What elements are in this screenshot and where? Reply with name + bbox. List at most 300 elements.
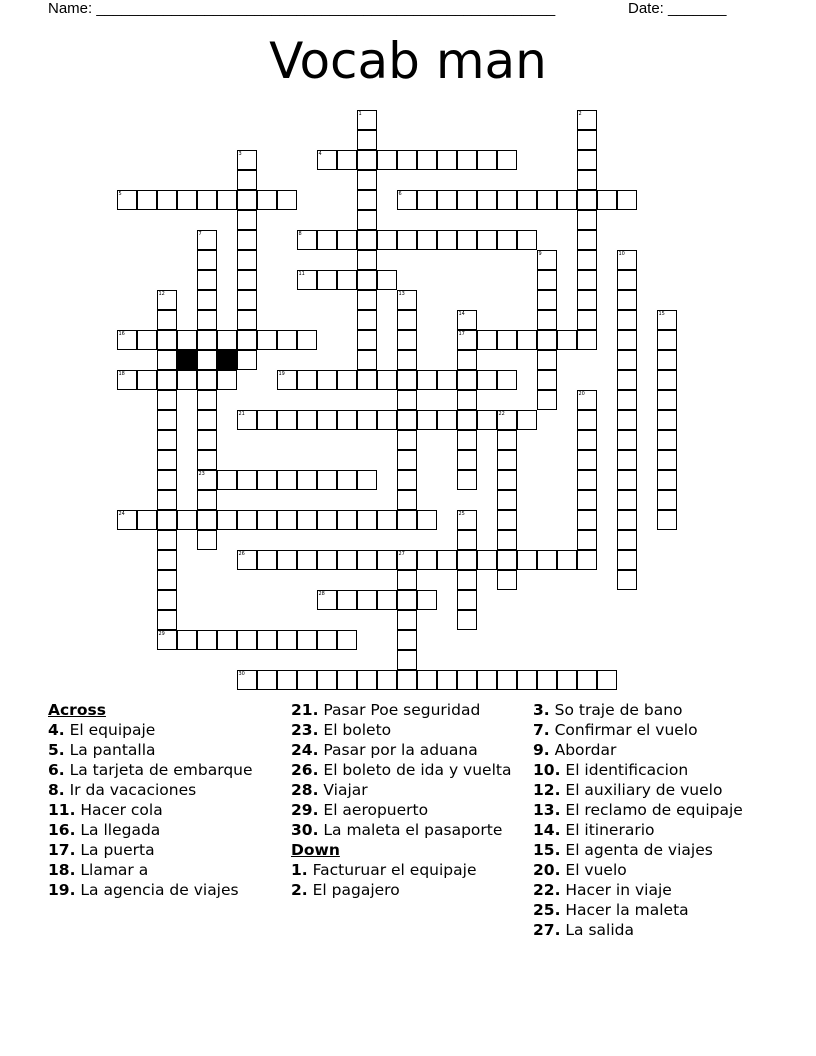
grid-cell[interactable]	[477, 190, 497, 210]
grid-cell[interactable]	[237, 630, 257, 650]
grid-cell[interactable]	[357, 290, 377, 310]
grid-cell[interactable]	[437, 410, 457, 430]
grid-cell[interactable]	[157, 510, 177, 530]
grid-cell[interactable]	[597, 670, 617, 690]
grid-cell[interactable]	[297, 270, 317, 290]
grid-cell[interactable]	[277, 330, 297, 350]
grid-cell[interactable]	[497, 550, 517, 570]
grid-cell[interactable]	[457, 350, 477, 370]
grid-cell[interactable]	[297, 550, 317, 570]
grid-cell[interactable]	[257, 670, 277, 690]
grid-cell[interactable]	[537, 290, 557, 310]
grid-cell[interactable]	[157, 370, 177, 390]
grid-cell[interactable]	[237, 330, 257, 350]
grid-cell[interactable]	[497, 490, 517, 510]
grid-cell[interactable]	[117, 190, 137, 210]
grid-cell[interactable]	[397, 570, 417, 590]
grid-cell[interactable]	[657, 410, 677, 430]
grid-cell[interactable]	[617, 350, 637, 370]
grid-cell[interactable]	[157, 390, 177, 410]
grid-cell[interactable]	[197, 530, 217, 550]
grid-cell[interactable]	[437, 550, 457, 570]
grid-cell[interactable]	[277, 370, 297, 390]
grid-cell[interactable]	[377, 230, 397, 250]
grid-cell[interactable]	[197, 510, 217, 530]
grid-cell[interactable]	[577, 430, 597, 450]
grid-cell[interactable]	[157, 570, 177, 590]
grid-cell[interactable]	[457, 510, 477, 530]
grid-cell[interactable]	[537, 250, 557, 270]
grid-cell[interactable]	[257, 630, 277, 650]
grid-cell[interactable]	[497, 510, 517, 530]
grid-cell[interactable]	[397, 590, 417, 610]
grid-cell[interactable]	[617, 450, 637, 470]
grid-cell[interactable]	[417, 510, 437, 530]
grid-cell[interactable]	[177, 630, 197, 650]
grid-cell[interactable]	[357, 270, 377, 290]
grid-cell[interactable]	[617, 390, 637, 410]
grid-cell[interactable]	[477, 670, 497, 690]
grid-cell[interactable]	[157, 430, 177, 450]
grid-cell[interactable]	[657, 390, 677, 410]
grid-cell[interactable]	[497, 570, 517, 590]
grid-cell[interactable]	[277, 190, 297, 210]
grid-cell[interactable]	[497, 430, 517, 450]
grid-cell[interactable]	[197, 490, 217, 510]
grid-cell[interactable]	[657, 330, 677, 350]
grid-cell[interactable]	[557, 190, 577, 210]
grid-cell[interactable]	[437, 370, 457, 390]
grid-cell[interactable]	[537, 550, 557, 570]
grid-cell[interactable]	[197, 430, 217, 450]
grid-cell[interactable]	[577, 170, 597, 190]
grid-cell[interactable]	[197, 270, 217, 290]
grid-cell[interactable]	[577, 150, 597, 170]
grid-cell[interactable]	[377, 410, 397, 430]
grid-cell[interactable]	[197, 290, 217, 310]
grid-cell[interactable]	[397, 370, 417, 390]
grid-cell[interactable]	[297, 670, 317, 690]
grid-cell[interactable]	[357, 310, 377, 330]
grid-cell[interactable]	[217, 630, 237, 650]
grid-cell[interactable]	[377, 510, 397, 530]
grid-cell[interactable]	[397, 470, 417, 490]
grid-cell[interactable]	[457, 390, 477, 410]
grid-cell[interactable]	[257, 510, 277, 530]
grid-cell[interactable]	[657, 470, 677, 490]
grid-cell[interactable]	[197, 390, 217, 410]
grid-cell[interactable]	[657, 430, 677, 450]
grid-cell[interactable]	[617, 470, 637, 490]
grid-cell[interactable]	[517, 230, 537, 250]
grid-cell[interactable]	[577, 130, 597, 150]
grid-cell[interactable]	[577, 190, 597, 210]
grid-cell[interactable]	[577, 510, 597, 530]
grid-cell[interactable]	[477, 550, 497, 570]
grid-cell[interactable]	[237, 290, 257, 310]
grid-cell[interactable]	[497, 230, 517, 250]
grid-cell[interactable]	[417, 410, 437, 430]
grid-cell[interactable]	[437, 670, 457, 690]
grid-cell[interactable]	[117, 370, 137, 390]
grid-cell[interactable]	[617, 370, 637, 390]
grid-cell[interactable]	[617, 430, 637, 450]
grid-cell[interactable]	[577, 670, 597, 690]
grid-cell[interactable]	[197, 310, 217, 330]
grid-cell[interactable]	[417, 150, 437, 170]
grid-cell[interactable]	[197, 350, 217, 370]
grid-cell[interactable]	[577, 390, 597, 410]
grid-cell[interactable]	[557, 670, 577, 690]
grid-cell[interactable]	[417, 370, 437, 390]
grid-cell[interactable]	[417, 550, 437, 570]
grid-cell[interactable]	[337, 230, 357, 250]
grid-cell[interactable]	[277, 410, 297, 430]
grid-cell[interactable]	[457, 550, 477, 570]
grid-cell[interactable]	[557, 550, 577, 570]
grid-cell[interactable]	[337, 630, 357, 650]
grid-cell[interactable]	[537, 330, 557, 350]
grid-cell[interactable]	[497, 410, 517, 430]
grid-cell[interactable]	[157, 470, 177, 490]
grid-cell[interactable]	[337, 270, 357, 290]
grid-cell[interactable]	[397, 290, 417, 310]
grid-cell[interactable]	[397, 190, 417, 210]
grid-cell[interactable]	[657, 490, 677, 510]
grid-cell[interactable]	[297, 470, 317, 490]
grid-cell[interactable]	[617, 270, 637, 290]
grid-cell[interactable]	[617, 190, 637, 210]
grid-cell[interactable]	[197, 370, 217, 390]
grid-cell[interactable]	[317, 410, 337, 430]
grid-cell[interactable]	[577, 250, 597, 270]
grid-cell[interactable]	[317, 150, 337, 170]
grid-cell[interactable]	[157, 550, 177, 570]
grid-cell[interactable]	[317, 670, 337, 690]
grid-cell[interactable]	[377, 670, 397, 690]
grid-cell[interactable]	[177, 190, 197, 210]
grid-cell[interactable]	[537, 350, 557, 370]
grid-cell[interactable]	[157, 410, 177, 430]
grid-cell[interactable]	[397, 510, 417, 530]
grid-cell[interactable]	[397, 350, 417, 370]
grid-cell[interactable]	[537, 370, 557, 390]
grid-cell[interactable]	[137, 330, 157, 350]
grid-cell[interactable]	[537, 310, 557, 330]
grid-cell[interactable]	[397, 610, 417, 630]
grid-cell[interactable]	[157, 630, 177, 650]
grid-cell[interactable]	[197, 450, 217, 470]
grid-cell[interactable]	[157, 590, 177, 610]
grid-cell[interactable]	[357, 550, 377, 570]
grid-cell[interactable]	[357, 510, 377, 530]
grid-cell[interactable]	[337, 470, 357, 490]
grid-cell[interactable]	[577, 550, 597, 570]
grid-cell[interactable]	[357, 410, 377, 430]
grid-cell[interactable]	[217, 510, 237, 530]
grid-cell[interactable]	[577, 530, 597, 550]
grid-cell[interactable]	[137, 370, 157, 390]
grid-cell[interactable]	[197, 330, 217, 350]
grid-cell[interactable]	[297, 630, 317, 650]
grid-cell[interactable]	[237, 150, 257, 170]
grid-cell[interactable]	[357, 470, 377, 490]
grid-cell[interactable]	[457, 410, 477, 430]
grid-cell[interactable]	[197, 230, 217, 250]
grid-cell[interactable]	[237, 410, 257, 430]
grid-cell[interactable]	[157, 530, 177, 550]
grid-cell[interactable]	[457, 590, 477, 610]
grid-cell[interactable]	[157, 610, 177, 630]
grid-cell[interactable]	[317, 270, 337, 290]
grid-cell[interactable]	[457, 530, 477, 550]
grid-cell[interactable]	[617, 510, 637, 530]
grid-cell[interactable]	[157, 350, 177, 370]
grid-cell[interactable]	[257, 410, 277, 430]
grid-cell[interactable]	[237, 270, 257, 290]
grid-cell[interactable]	[397, 430, 417, 450]
grid-cell[interactable]	[397, 650, 417, 670]
grid-cell[interactable]	[657, 310, 677, 330]
grid-cell[interactable]	[137, 190, 157, 210]
grid-cell[interactable]	[357, 170, 377, 190]
grid-cell[interactable]	[497, 450, 517, 470]
grid-cell[interactable]	[117, 330, 137, 350]
grid-cell[interactable]	[397, 230, 417, 250]
grid-cell[interactable]	[197, 630, 217, 650]
grid-cell[interactable]	[237, 310, 257, 330]
grid-cell[interactable]	[177, 370, 197, 390]
grid-cell[interactable]	[577, 470, 597, 490]
grid-cell[interactable]	[477, 330, 497, 350]
grid-cell[interactable]	[577, 490, 597, 510]
grid-cell[interactable]	[337, 670, 357, 690]
grid-cell[interactable]	[577, 410, 597, 430]
grid-cell[interactable]	[457, 450, 477, 470]
grid-cell[interactable]	[397, 390, 417, 410]
grid-cell[interactable]	[657, 350, 677, 370]
grid-cell[interactable]	[217, 470, 237, 490]
grid-cell[interactable]	[397, 330, 417, 350]
grid-cell[interactable]	[457, 570, 477, 590]
grid-cell[interactable]	[357, 670, 377, 690]
grid-cell[interactable]	[457, 150, 477, 170]
grid-cell[interactable]	[317, 590, 337, 610]
grid-cell[interactable]	[397, 150, 417, 170]
grid-cell[interactable]	[237, 210, 257, 230]
grid-cell[interactable]	[337, 410, 357, 430]
grid-cell[interactable]	[497, 330, 517, 350]
grid-cell[interactable]	[457, 610, 477, 630]
grid-cell[interactable]	[337, 150, 357, 170]
grid-cell[interactable]	[277, 630, 297, 650]
grid-cell[interactable]	[237, 470, 257, 490]
grid-cell[interactable]	[397, 670, 417, 690]
grid-cell[interactable]	[457, 230, 477, 250]
grid-cell[interactable]	[357, 150, 377, 170]
grid-cell[interactable]	[577, 230, 597, 250]
grid-cell[interactable]	[657, 510, 677, 530]
grid-cell[interactable]	[477, 150, 497, 170]
grid-cell[interactable]	[317, 550, 337, 570]
grid-cell[interactable]	[397, 310, 417, 330]
grid-cell[interactable]	[617, 330, 637, 350]
grid-cell[interactable]	[317, 510, 337, 530]
grid-cell[interactable]	[317, 370, 337, 390]
grid-cell[interactable]	[197, 250, 217, 270]
grid-cell[interactable]	[417, 670, 437, 690]
grid-cell[interactable]	[237, 550, 257, 570]
grid-cell[interactable]	[157, 450, 177, 470]
grid-cell[interactable]	[337, 510, 357, 530]
grid-cell[interactable]	[537, 390, 557, 410]
grid-cell[interactable]	[197, 410, 217, 430]
grid-cell[interactable]	[497, 470, 517, 490]
grid-cell[interactable]	[517, 190, 537, 210]
grid-cell[interactable]	[257, 190, 277, 210]
grid-cell[interactable]	[617, 490, 637, 510]
grid-cell[interactable]	[577, 450, 597, 470]
grid-cell[interactable]	[157, 190, 177, 210]
grid-cell[interactable]	[217, 190, 237, 210]
grid-cell[interactable]	[577, 330, 597, 350]
grid-cell[interactable]	[417, 230, 437, 250]
grid-cell[interactable]	[477, 410, 497, 430]
grid-cell[interactable]	[237, 350, 257, 370]
grid-cell[interactable]	[377, 370, 397, 390]
grid-cell[interactable]	[617, 550, 637, 570]
grid-cell[interactable]	[597, 190, 617, 210]
grid-cell[interactable]	[357, 590, 377, 610]
grid-cell[interactable]	[477, 370, 497, 390]
grid-cell[interactable]	[577, 110, 597, 130]
grid-cell[interactable]	[477, 230, 497, 250]
grid-cell[interactable]	[617, 410, 637, 430]
grid-cell[interactable]	[457, 330, 477, 350]
grid-cell[interactable]	[377, 550, 397, 570]
grid-cell[interactable]	[237, 510, 257, 530]
grid-cell[interactable]	[397, 450, 417, 470]
grid-cell[interactable]	[377, 590, 397, 610]
grid-cell[interactable]	[377, 150, 397, 170]
grid-cell[interactable]	[657, 370, 677, 390]
grid-cell[interactable]	[277, 550, 297, 570]
grid-cell[interactable]	[157, 310, 177, 330]
grid-cell[interactable]	[237, 190, 257, 210]
grid-cell[interactable]	[517, 410, 537, 430]
grid-cell[interactable]	[437, 150, 457, 170]
grid-cell[interactable]	[457, 430, 477, 450]
grid-cell[interactable]	[277, 670, 297, 690]
grid-cell[interactable]	[317, 630, 337, 650]
grid-cell[interactable]	[337, 590, 357, 610]
grid-cell[interactable]	[437, 230, 457, 250]
grid-cell[interactable]	[257, 550, 277, 570]
grid-cell[interactable]	[457, 190, 477, 210]
grid-cell[interactable]	[357, 190, 377, 210]
grid-cell[interactable]	[297, 370, 317, 390]
grid-cell[interactable]	[517, 670, 537, 690]
grid-cell[interactable]	[217, 330, 237, 350]
grid-cell[interactable]	[437, 190, 457, 210]
grid-cell[interactable]	[157, 330, 177, 350]
grid-cell[interactable]	[317, 470, 337, 490]
grid-cell[interactable]	[497, 190, 517, 210]
grid-cell[interactable]	[297, 230, 317, 250]
grid-cell[interactable]	[517, 550, 537, 570]
grid-cell[interactable]	[337, 550, 357, 570]
grid-cell[interactable]	[157, 490, 177, 510]
grid-cell[interactable]	[577, 290, 597, 310]
grid-cell[interactable]	[577, 310, 597, 330]
grid-cell[interactable]	[557, 330, 577, 350]
grid-cell[interactable]	[157, 290, 177, 310]
grid-cell[interactable]	[297, 330, 317, 350]
grid-cell[interactable]	[357, 370, 377, 390]
grid-cell[interactable]	[317, 230, 337, 250]
grid-cell[interactable]	[497, 150, 517, 170]
grid-cell[interactable]	[357, 210, 377, 230]
grid-cell[interactable]	[497, 670, 517, 690]
grid-cell[interactable]	[177, 330, 197, 350]
grid-cell[interactable]	[397, 490, 417, 510]
grid-cell[interactable]	[237, 230, 257, 250]
grid-cell[interactable]	[357, 350, 377, 370]
grid-cell[interactable]	[297, 510, 317, 530]
grid-cell[interactable]	[237, 670, 257, 690]
grid-cell[interactable]	[537, 270, 557, 290]
grid-cell[interactable]	[457, 370, 477, 390]
grid-cell[interactable]	[497, 370, 517, 390]
grid-cell[interactable]	[417, 590, 437, 610]
grid-cell[interactable]	[217, 370, 237, 390]
grid-cell[interactable]	[257, 470, 277, 490]
grid-cell[interactable]	[617, 570, 637, 590]
grid-cell[interactable]	[337, 370, 357, 390]
grid-cell[interactable]	[177, 510, 197, 530]
grid-cell[interactable]	[377, 270, 397, 290]
grid-cell[interactable]	[417, 190, 437, 210]
grid-cell[interactable]	[137, 510, 157, 530]
grid-cell[interactable]	[397, 410, 417, 430]
grid-cell[interactable]	[397, 550, 417, 570]
grid-cell[interactable]	[277, 510, 297, 530]
grid-cell[interactable]	[197, 470, 217, 490]
grid-cell[interactable]	[357, 250, 377, 270]
grid-cell[interactable]	[457, 670, 477, 690]
grid-cell[interactable]	[617, 310, 637, 330]
grid-cell[interactable]	[237, 170, 257, 190]
grid-cell[interactable]	[617, 250, 637, 270]
grid-cell[interactable]	[497, 530, 517, 550]
grid-cell[interactable]	[117, 510, 137, 530]
grid-cell[interactable]	[357, 330, 377, 350]
grid-cell[interactable]	[617, 530, 637, 550]
grid-cell[interactable]	[577, 270, 597, 290]
grid-cell[interactable]	[277, 470, 297, 490]
grid-cell[interactable]	[357, 130, 377, 150]
grid-cell[interactable]	[237, 250, 257, 270]
grid-cell[interactable]	[517, 330, 537, 350]
grid-cell[interactable]	[297, 410, 317, 430]
grid-cell[interactable]	[617, 290, 637, 310]
grid-cell[interactable]	[457, 310, 477, 330]
grid-cell[interactable]	[197, 190, 217, 210]
grid-cell[interactable]	[657, 450, 677, 470]
grid-cell[interactable]	[357, 110, 377, 130]
grid-cell[interactable]	[257, 330, 277, 350]
grid-cell[interactable]	[357, 230, 377, 250]
